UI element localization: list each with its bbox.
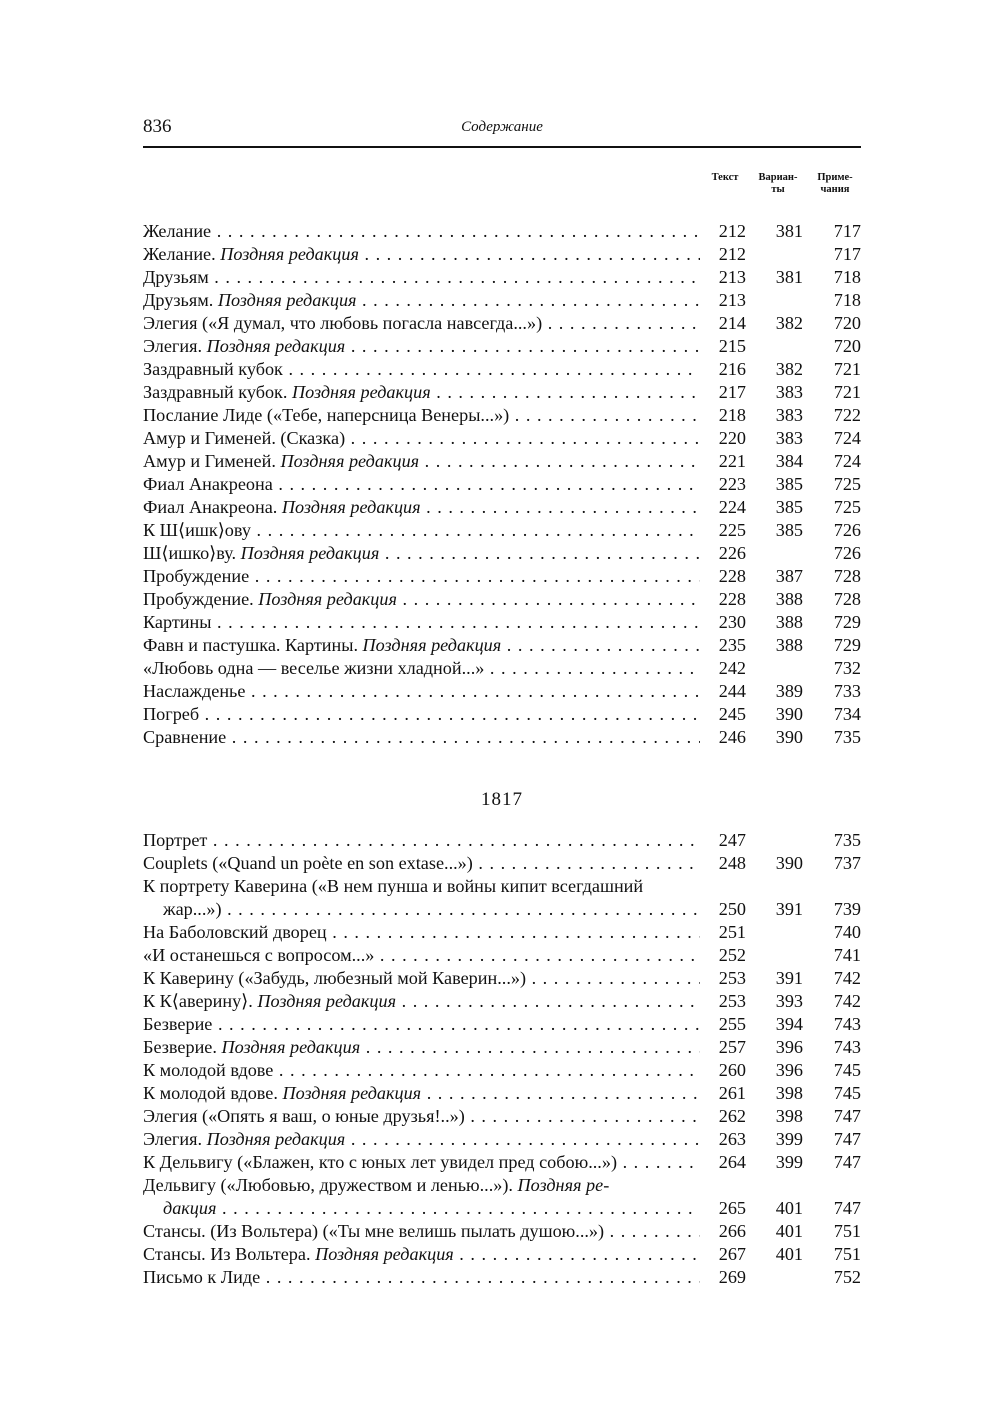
entry-title	[143, 358, 700, 381]
entry-title-italic: Поздняя редакция	[281, 497, 421, 517]
notes-page: 718	[833, 267, 861, 287]
entry-title	[143, 289, 700, 312]
entry-title-italic: Поздняя редакция	[258, 589, 397, 609]
page-header	[143, 116, 861, 148]
column-header-variants: Вариан- ты	[758, 172, 798, 195]
toc-entry	[143, 611, 861, 634]
entry-title	[143, 427, 700, 450]
notes-page: 725	[833, 474, 861, 494]
toc-entry	[143, 473, 861, 496]
entry-title-italic: Поздняя редакция	[280, 451, 420, 471]
notes-page: 752	[833, 1267, 861, 1287]
notes-page: 745	[833, 1083, 861, 1103]
text-page: 245	[718, 704, 746, 724]
entry-title-text: Элегия («Я думал, что любовь погасла навсегда...»)	[143, 313, 543, 333]
entry-title-text: «Любовь одна — веселье жизни хладной...»	[143, 658, 485, 678]
toc-entry	[143, 1151, 861, 1174]
entry-title-text: Заздравный кубок	[143, 359, 283, 379]
toc-entry	[143, 1266, 861, 1289]
entry-title-text: К К⟨аверину⟩.	[143, 991, 258, 1011]
entry-title-italic: Поздняя редакция	[217, 290, 357, 310]
toc-entry	[143, 1082, 861, 1105]
variants-page: 390	[775, 704, 803, 724]
notes-page: 743	[833, 1037, 861, 1057]
toc-entry	[143, 990, 861, 1013]
variants-page: 387	[775, 566, 803, 586]
entry-title-italic: Поздняя редакция	[206, 1129, 346, 1149]
entry-title	[143, 967, 700, 990]
variants-page: 393	[775, 991, 803, 1011]
toc-entry	[143, 542, 861, 565]
entry-title-text: Пробуждение.	[143, 589, 259, 609]
toc-entry	[143, 312, 861, 335]
entry-title-text: Желание.	[143, 244, 221, 264]
variants-page: 391	[775, 968, 803, 988]
variants-page: 399	[775, 1129, 803, 1149]
notes-page: 751	[833, 1244, 861, 1264]
text-page: 213	[718, 267, 746, 287]
text-page: 213	[718, 290, 746, 310]
entry-title	[143, 1036, 700, 1059]
text-page: 261	[718, 1083, 746, 1103]
variants-page: 382	[775, 313, 803, 333]
toc-entry	[143, 289, 861, 312]
entry-title	[143, 588, 700, 611]
notes-page: 734	[833, 704, 861, 724]
entry-title	[143, 496, 700, 519]
entry-title	[143, 542, 700, 565]
toc-entry	[143, 220, 861, 243]
toc-entry	[143, 944, 861, 967]
entry-title	[143, 634, 700, 657]
entry-title	[143, 944, 700, 967]
text-page: 223	[718, 474, 746, 494]
toc-entry	[143, 1013, 861, 1036]
toc-entry	[143, 634, 861, 657]
toc-entry	[143, 875, 861, 921]
text-page: 252	[718, 945, 746, 965]
text-page: 244	[718, 681, 746, 701]
toc-entry	[143, 450, 861, 473]
entry-title-text: Дельвигу («Любовью, дружеством и ленью...»).	[143, 1175, 518, 1195]
text-page: 266	[718, 1221, 746, 1241]
toc-entry	[143, 967, 861, 990]
variants-page: 390	[775, 853, 803, 873]
text-page: 228	[718, 589, 746, 609]
text-page: 262	[718, 1106, 746, 1126]
text-page: 265	[718, 1198, 746, 1218]
text-page: 264	[718, 1152, 746, 1172]
toc-entry	[143, 1105, 861, 1128]
entry-title-italic: Поздняя редакция	[220, 244, 359, 264]
entry-title-text: К Дельвигу («Блажен, кто с юных лет увидел пред собою...»)	[143, 1152, 618, 1172]
text-page: 250	[718, 899, 746, 919]
toc-entry	[143, 703, 861, 726]
text-page: 220	[718, 428, 746, 448]
variants-page: 383	[775, 428, 803, 448]
entry-title	[143, 312, 700, 335]
notes-page: 721	[833, 382, 861, 402]
entry-title-text: Друзьям.	[143, 290, 218, 310]
toc-section-1817	[143, 829, 861, 1289]
text-page: 269	[718, 1267, 746, 1287]
notes-page: 742	[833, 991, 861, 1011]
entry-title-text: Стансы. (Из Вольтера) («Ты мне велишь пылать душою...»)	[143, 1221, 605, 1241]
notes-page: 733	[833, 681, 861, 701]
toc-entry	[143, 266, 861, 289]
variants-page: 399	[775, 1152, 803, 1172]
entry-title-text: Безверие.	[143, 1037, 222, 1057]
entry-title-text: Желание	[143, 221, 212, 241]
variants-page: 385	[775, 474, 803, 494]
text-page: 253	[718, 991, 746, 1011]
text-page: 228	[718, 566, 746, 586]
entry-title-italic: Поздняя редакция	[282, 1083, 422, 1103]
toc-entry	[143, 404, 861, 427]
entry-title-text: Картины	[143, 612, 212, 632]
variants-page: 388	[775, 589, 803, 609]
variants-page: 396	[775, 1037, 803, 1057]
variants-page: 381	[775, 267, 803, 287]
variants-page: 401	[775, 1198, 803, 1218]
entry-title-text: К молодой вдове	[143, 1060, 274, 1080]
variants-page: 384	[775, 451, 803, 471]
notes-page: 747	[833, 1129, 861, 1149]
entry-title	[143, 519, 700, 542]
entry-title-italic: Поздняя редакция	[292, 382, 431, 402]
text-page: 226	[718, 543, 746, 563]
entry-title-italic: Поздняя редакция	[206, 336, 346, 356]
entry-title-text: Фиал Анакреона	[143, 474, 273, 494]
entry-title-text: Стансы. Из Вольтера.	[143, 1244, 316, 1264]
variants-page: 401	[775, 1221, 803, 1241]
notes-page: 720	[833, 336, 861, 356]
entry-title-text: Письмо к Лиде	[143, 1267, 261, 1287]
notes-page: 747	[833, 1106, 861, 1126]
entry-title-text: К молодой вдове.	[143, 1083, 283, 1103]
entry-title-text: Амур и Гименей.	[143, 451, 281, 471]
notes-page: 740	[833, 922, 861, 942]
variants-page: 385	[775, 497, 803, 517]
text-page: 260	[718, 1060, 746, 1080]
notes-page: 743	[833, 1014, 861, 1034]
entry-title-italic: Поздняя редакция	[240, 543, 380, 563]
text-page: 215	[718, 336, 746, 356]
text-page: 251	[718, 922, 746, 942]
toc-entry	[143, 1059, 861, 1082]
notes-page: 718	[833, 290, 861, 310]
entry-title	[143, 1059, 700, 1082]
notes-page: 745	[833, 1060, 861, 1080]
entry-title	[143, 404, 700, 427]
entry-title	[143, 335, 700, 358]
entry-title-italic: Поздняя редакция	[315, 1244, 454, 1264]
entry-title-text: Заздравный кубок.	[143, 382, 292, 402]
toc-entry	[143, 243, 861, 266]
text-page: 212	[718, 221, 746, 241]
text-page: 216	[718, 359, 746, 379]
notes-page: 717	[833, 221, 861, 241]
text-page: 263	[718, 1129, 746, 1149]
entry-title-text: Фавн и пастушка. Картины.	[143, 635, 363, 655]
entry-title	[143, 1266, 700, 1289]
variants-page: 398	[775, 1106, 803, 1126]
entry-title-text: Фиал Анакреона.	[143, 497, 282, 517]
notes-page: 728	[833, 589, 861, 609]
entry-title-text: Элегия.	[143, 1129, 207, 1149]
entry-title	[143, 1128, 700, 1151]
text-page: 257	[718, 1037, 746, 1057]
entry-title-text: «И останешься с вопросом...»	[143, 945, 375, 965]
year-heading: 1817	[481, 789, 523, 810]
variants-page: 382	[775, 359, 803, 379]
text-page: 230	[718, 612, 746, 632]
page-number: 836	[143, 116, 172, 137]
entry-title	[143, 829, 700, 852]
toc-entry	[143, 657, 861, 680]
variants-page: 388	[775, 612, 803, 632]
entry-title	[143, 473, 700, 496]
entry-title	[143, 220, 700, 243]
text-page: 248	[718, 853, 746, 873]
entry-title-text: Couplets («Quand un poète en son extase...»)	[143, 853, 473, 873]
notes-page: 720	[833, 313, 861, 333]
text-page: 242	[718, 658, 746, 678]
variants-page: 389	[775, 681, 803, 701]
entry-title	[143, 990, 700, 1013]
toc-entry	[143, 496, 861, 519]
toc-entry	[143, 1220, 861, 1243]
entry-title-text: Ш⟨ишко⟩ву.	[143, 543, 241, 563]
notes-page: 717	[833, 244, 861, 264]
text-page: 253	[718, 968, 746, 988]
toc-entry	[143, 1036, 861, 1059]
entry-title-text: На Баболовский дворец	[143, 922, 327, 942]
notes-page: 737	[833, 853, 861, 873]
entry-title	[143, 1243, 700, 1266]
entry-title	[143, 243, 700, 266]
variants-page: 391	[775, 899, 803, 919]
entry-title-text: жар...»)	[163, 899, 222, 919]
entry-title-italic: Поздняя ре-	[517, 1175, 610, 1195]
entry-title-text: Друзьям	[143, 267, 209, 287]
entry-title	[143, 657, 700, 680]
entry-title-italic: Поздняя редакция	[362, 635, 502, 655]
variants-page: 394	[775, 1014, 803, 1034]
toc-entry	[143, 519, 861, 542]
entry-title	[143, 1174, 609, 1197]
entry-title	[143, 703, 700, 726]
entry-title-italic: Поздняя редакция	[257, 991, 397, 1011]
toc-entry	[143, 565, 861, 588]
toc-entry	[143, 829, 861, 852]
text-page: 224	[718, 497, 746, 517]
variants-page: 388	[775, 635, 803, 655]
entry-title	[143, 726, 700, 749]
toc-entry	[143, 921, 861, 944]
text-page: 212	[718, 244, 746, 264]
entry-title-text: К портрету Каверина («В нем пунша и войны кипит всегдашний	[143, 876, 644, 896]
column-header-text: Текст	[711, 172, 739, 183]
notes-page: 741	[833, 945, 861, 965]
notes-page: 735	[833, 830, 861, 850]
entry-title	[143, 611, 700, 634]
entry-title-text: Послание Лиде («Тебе, наперсница Венеры...»)	[143, 405, 510, 425]
entry-title-text: Погреб	[143, 704, 200, 724]
text-page: 255	[718, 1014, 746, 1034]
toc-entry	[143, 726, 861, 749]
variants-page: 396	[775, 1060, 803, 1080]
text-page: 214	[718, 313, 746, 333]
entry-title	[143, 1151, 700, 1174]
variants-page: 385	[775, 520, 803, 540]
entry-title-italic: дакция	[163, 1198, 217, 1218]
entry-title-text: К Ш⟨ишк⟩ову	[143, 520, 251, 540]
notes-page: 747	[833, 1198, 861, 1218]
notes-page: 747	[833, 1152, 861, 1172]
entry-title	[143, 921, 700, 944]
notes-page: 729	[833, 612, 861, 632]
text-page: 221	[718, 451, 746, 471]
variants-page: 381	[775, 221, 803, 241]
text-page: 235	[718, 635, 746, 655]
toc-entry	[143, 1128, 861, 1151]
entry-title	[143, 381, 700, 404]
text-page: 218	[718, 405, 746, 425]
toc-entry	[143, 335, 861, 358]
notes-page: 722	[833, 405, 861, 425]
text-page: 217	[718, 382, 746, 402]
variants-page: 401	[775, 1244, 803, 1264]
variants-page: 383	[775, 382, 803, 402]
text-page: 267	[718, 1244, 746, 1264]
entry-title-continuation	[163, 898, 700, 921]
entry-title-text: Наслажденье	[143, 681, 246, 701]
toc-entry	[143, 680, 861, 703]
toc-section-1816	[143, 220, 861, 749]
entry-title	[143, 875, 643, 898]
entry-title-text: Амур и Гименей. (Сказка)	[143, 428, 346, 448]
running-title: Содержание	[461, 119, 543, 135]
notes-page: 726	[833, 520, 861, 540]
entry-title-text: Элегия.	[143, 336, 207, 356]
notes-page: 725	[833, 497, 861, 517]
text-page: 247	[718, 830, 746, 850]
entry-title	[143, 1082, 700, 1105]
notes-page: 735	[833, 727, 861, 747]
entry-title-italic: Поздняя редакция	[221, 1037, 361, 1057]
entry-title-text: Элегия («Опять я ваш, о юные друзья!..»)	[143, 1106, 465, 1126]
entry-title-text: Портрет	[143, 830, 208, 850]
entry-title	[143, 266, 700, 289]
entry-title-text: Сравнение	[143, 727, 227, 747]
entry-title	[143, 1013, 700, 1036]
toc-entry	[143, 381, 861, 404]
notes-page: 732	[833, 658, 861, 678]
toc-entry	[143, 852, 861, 875]
entry-title-continuation	[163, 1197, 700, 1220]
notes-page: 728	[833, 566, 861, 586]
entry-title	[143, 1220, 700, 1243]
entry-title-text: Безверие	[143, 1014, 213, 1034]
notes-page: 721	[833, 359, 861, 379]
variants-page: 390	[775, 727, 803, 747]
entry-title-text: К Каверину («Забудь, любезный мой Каверин...»)	[143, 968, 527, 988]
entry-title	[143, 680, 700, 703]
notes-page: 729	[833, 635, 861, 655]
notes-page: 739	[833, 899, 861, 919]
text-page: 225	[718, 520, 746, 540]
toc-entry	[143, 358, 861, 381]
entry-title	[143, 1105, 700, 1128]
variants-page: 383	[775, 405, 803, 425]
notes-page: 751	[833, 1221, 861, 1241]
toc-entry	[143, 1243, 861, 1266]
entry-title	[143, 450, 700, 473]
entry-title	[143, 565, 700, 588]
variants-page: 398	[775, 1083, 803, 1103]
notes-page: 724	[833, 428, 861, 448]
notes-page: 726	[833, 543, 861, 563]
toc-entry	[143, 1174, 861, 1220]
notes-page: 742	[833, 968, 861, 988]
notes-page: 724	[833, 451, 861, 471]
entry-title-text: Пробуждение	[143, 566, 250, 586]
toc-entry	[143, 588, 861, 611]
column-header-notes: Приме- чания	[817, 172, 853, 195]
toc-entry	[143, 427, 861, 450]
text-page: 246	[718, 727, 746, 747]
entry-title	[143, 852, 700, 875]
